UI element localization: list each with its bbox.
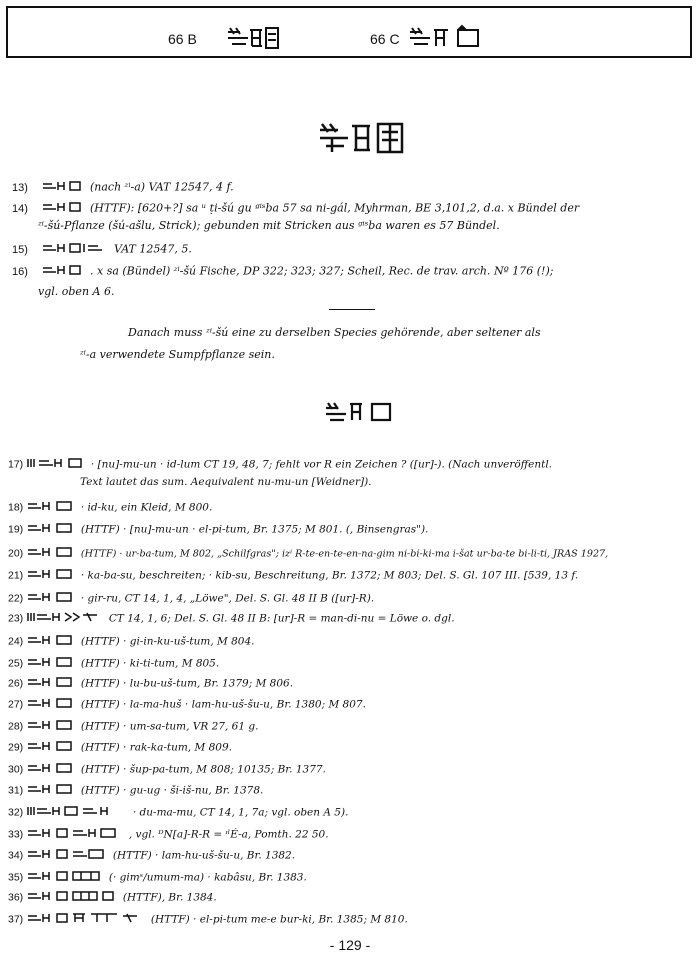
entry-text: (HTTF) · lu-bu-uš-tum, Br. 1379; M 806. [80,677,294,690]
entry-26 [8,676,293,691]
entry-number: 27) [8,698,24,711]
cuneiform-glyph-icon [27,890,117,905]
entry-number: 37) [8,913,24,926]
entry-text: (· gimˢ/umum-ma) · kabâsu, Br. 1383. [108,871,307,884]
cuneiform-glyph-icon [27,912,145,927]
cuneiform-glyph-icon [27,500,75,515]
entry-text: (HTTF): [620+?] sa ᵘ ṭi-šú gu ᵍⁱˢba 57 sa ni-gál, Myhrman, BE 3,101,2, d.a. x Bündel der [90,201,580,215]
entry-number: 26) [8,677,24,690]
entry-text: Text lautet das sum. Aequivalent nu-mu-un [Weidner]). [80,476,372,488]
entry-36 [8,890,217,905]
entry-29 [8,740,232,755]
entry-21 [8,568,578,583]
entry-28 [8,719,258,734]
entry-number: 36) [8,891,24,904]
cuneiform-glyph-icon [27,676,75,691]
entry-text: (HTTF) · gu-ug · ši-iš-nu, Br. 1378. [80,784,264,797]
entry-number: 30) [8,763,24,776]
entry-text: , vgl. ᴰN[a]-R-R = ᶦˡÉ-a, Pomth. 22 50. [128,828,329,841]
entry-number: 32) [8,806,24,819]
entry-27 [8,697,366,712]
section-b-sign-icon [324,400,394,424]
entry-number: 29) [8,741,24,754]
entry-25 [8,656,219,671]
entry-text: (HTTF) · [nu]-mu-un · el-pi-tum, Br. 1375; M 801. (, Binsengras"). [80,523,429,536]
entry-text: (HTTF) · ki-ti-tum, M 805. [80,657,220,670]
entry-text: ᶻⁱ-šú-Pflanze (šú-ašlu, Strick); gebunden mit Stricken aus ᵍⁱˢba waren es 57 Bündel. [38,219,500,232]
cuneiform-glyph-icon [27,805,127,820]
entry-37 [8,912,408,927]
cuneiform-glyph-icon [27,522,75,537]
entry-text: · id-ku, ein Kleid, M 800. [80,501,213,514]
cuneiform-glyph-icon [27,656,75,671]
cuneiform-glyph-icon [27,719,75,734]
entry-number: 35) [8,871,24,884]
entry-number: 34) [8,849,24,862]
header-box [6,6,692,58]
cuneiform-glyph-icon [42,264,84,279]
entry-35 [8,870,307,885]
entry-17 [8,457,552,472]
entry-text: vgl. oben A 6. [38,285,115,298]
cuneiform-glyph-icon [27,848,107,863]
entry-22 [8,591,374,606]
cuneiform-glyph-icon [27,740,75,755]
entry-text: (HTTF) · gi-in-ku-uš-tum, M 804. [80,635,255,648]
entry-number: 14) [12,202,28,215]
entry-number: 31) [8,784,24,797]
cuneiform-glyph-icon [27,870,103,885]
cuneiform-glyph-icon [27,611,103,626]
entry-text: (HTTF) · šup-pa-tum, M 808; 10135; Br. 1377. [80,763,326,776]
note-line-2: ᶻⁱ-a verwendete Sumpfpflanze sein. [80,348,275,361]
entry-31 [8,783,263,798]
entry-text: VAT 12547, 5. [114,242,192,256]
entry-number: 23) [8,612,24,625]
entry-number: 15) [12,243,28,256]
entry-20 [8,546,608,561]
entry-14-continued [38,219,500,232]
entry-number: 19) [8,523,24,536]
cuneiform-glyph-icon [27,591,75,606]
entry-number: 28) [8,720,24,733]
note-line-1: Danach muss ᶻⁱ-šú eine zu derselben Species gehörende, aber seltener als [128,326,541,339]
entry-18 [8,500,212,515]
entry-text: (HTTF) · lam-hu-uš-šu-u, Br. 1382. [112,849,296,862]
entry-15 [12,242,192,257]
entry-32 [8,805,348,820]
entry-17-continued [80,476,372,488]
entry-number: 18) [8,501,24,514]
header-left-label: 66 B [168,31,197,47]
entry-text: (HTTF) · la-ma-huš · lam-hu-uš-šu-u, Br. 1380; M 807. [80,698,366,711]
header-right-label: 66 C [370,31,400,47]
entry-text: . x sa (Bündel) ᶻⁱ-šú Fische, DP 322; 323; 327; Scheil, Rec. de trav. arch. Nº 176 (!); [90,264,554,278]
entry-number: 16) [12,265,28,278]
entry-13 [12,180,234,195]
cuneiform-sign-66b-icon [226,24,306,52]
cuneiform-glyph-icon [27,697,75,712]
entry-text: · du-ma-mu, CT 14, 1, 7a; vgl. oben A 5). [132,806,349,819]
entry-number: 24) [8,635,24,648]
cuneiform-glyph-icon [27,457,85,472]
cuneiform-sign-66c-icon [408,24,484,52]
entry-text: · gir-ru, CT 14, 1, 4, „Löwe", Del. S. Gl. 48 II B ([ur]-R). [80,592,375,605]
entry-text: (HTTF) · rak-ka-tum, M 809. [80,741,232,754]
cuneiform-glyph-icon [27,568,75,583]
entry-number: 20) [8,547,24,560]
section-divider [329,309,375,310]
entry-number: 13) [12,181,28,194]
entry-text: (nach ᶻⁱ-a) VAT 12547, 4 f. [90,180,234,194]
entry-text: (HTTF) · um-sa-tum, VR 27, 61 g. [80,720,259,733]
entry-30 [8,762,326,777]
entry-text: (HTTF) · ur-ba-tum, M 802, „Schilfgras"; izⁱ R-te-en-te-en-na-gim ni-bi-ki-ma i-šat ur-ba-te bi-li-ti, JRAS 1927, [80,548,609,560]
entry-16 [12,264,553,279]
entry-24 [8,634,254,649]
entry-text: (HTTF), Br. 1384. [122,891,217,904]
entry-number: 25) [8,657,24,670]
entry-16-continued [38,285,114,298]
entry-19 [8,522,428,537]
entry-number: 33) [8,828,24,841]
cuneiform-glyph-icon [27,634,75,649]
cuneiform-glyph-icon [42,180,84,195]
section-a-sign-icon [318,120,424,156]
entry-number: 17) [8,458,24,471]
cuneiform-glyph-icon [27,762,75,777]
cuneiform-glyph-icon [42,242,108,257]
cuneiform-glyph-icon [27,783,75,798]
entry-text: · ka-ba-su, beschreiten; · kib-su, Beschreitung, Br. 1372; M 803; Del. S. Gl. 107 III. [539, 13 f. [80,569,579,582]
entry-23 [8,611,455,626]
entry-text: (HTTF) · el-pi-tum me-e bur-ki, Br. 1385; M 810. [150,913,408,926]
entry-33 [8,827,329,842]
cuneiform-glyph-icon [27,827,123,842]
entry-text: CT 14, 1, 6; Del. S. Gl. 48 II B: [ur]-R = man-di-nu = Löwe o. dgl. [108,612,455,625]
entry-text: · [nu]-mu-un · id-lum CT 19, 48, 7; fehlt vor R ein Zeichen ? ([ur]-). (Nach unveröffentl. [90,458,553,471]
cuneiform-glyph-icon [27,546,75,561]
entry-14 [12,201,579,216]
entry-number: 22) [8,592,24,605]
cuneiform-glyph-icon [42,201,84,216]
entry-number: 21) [8,569,24,582]
page-number: - 129 - [329,937,371,953]
entry-34 [8,848,295,863]
